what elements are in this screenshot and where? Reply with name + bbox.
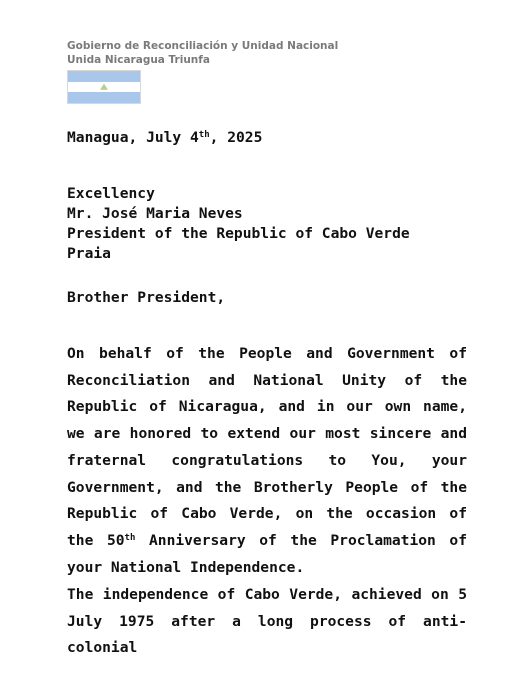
date-text-start: Managua, July 4: [67, 129, 199, 146]
letterhead-slogan: Unida Nicaragua Triunfa: [67, 54, 210, 66]
date-text-end: , 2025: [209, 129, 263, 146]
body-paragraph-1: [67, 341, 467, 581]
body-paragraph-2: The independence of Cabo Verde, achieved on 5 July 1975 after a long process of anti-colonial: [67, 586, 467, 657]
flag-bottom-band: [68, 92, 140, 103]
addressee-position: President of the Republic of Cabo Verde: [67, 225, 410, 242]
paragraph-1-ordinal-suffix: th: [124, 532, 136, 543]
nicaragua-flag-icon: [67, 70, 141, 104]
date-ordinal-suffix: th: [198, 130, 210, 140]
addressee-name: Mr. José Maria Neves: [67, 205, 243, 222]
flag-middle-band: [68, 82, 140, 93]
letterhead-government-name: Gobierno de Reconciliación y Unidad Nacional: [67, 40, 339, 52]
salutation: Brother President,: [67, 289, 226, 306]
paragraph-1-text-end: Anniversary of the Proclamation of your National Independence.: [67, 531, 467, 576]
paragraph-1-text-start: On behalf of the People and Government of Reconciliation and National Unity of the Republic of Nicaragua, and in our own name, we are honored to extend our most sincere and fraternal congratulations to You, your Government, and the Brotherly People of the Republic of Cabo Verde, on the occasion of the 50: [67, 345, 467, 549]
addressee-title: Excellency: [67, 185, 155, 202]
letterhead: [67, 39, 338, 67]
coat-of-arms-icon: [100, 84, 108, 90]
addressee-block: [67, 184, 410, 264]
letter-date: [67, 129, 262, 146]
addressee-city: Praia: [67, 245, 111, 262]
flag-top-band: [68, 71, 140, 82]
